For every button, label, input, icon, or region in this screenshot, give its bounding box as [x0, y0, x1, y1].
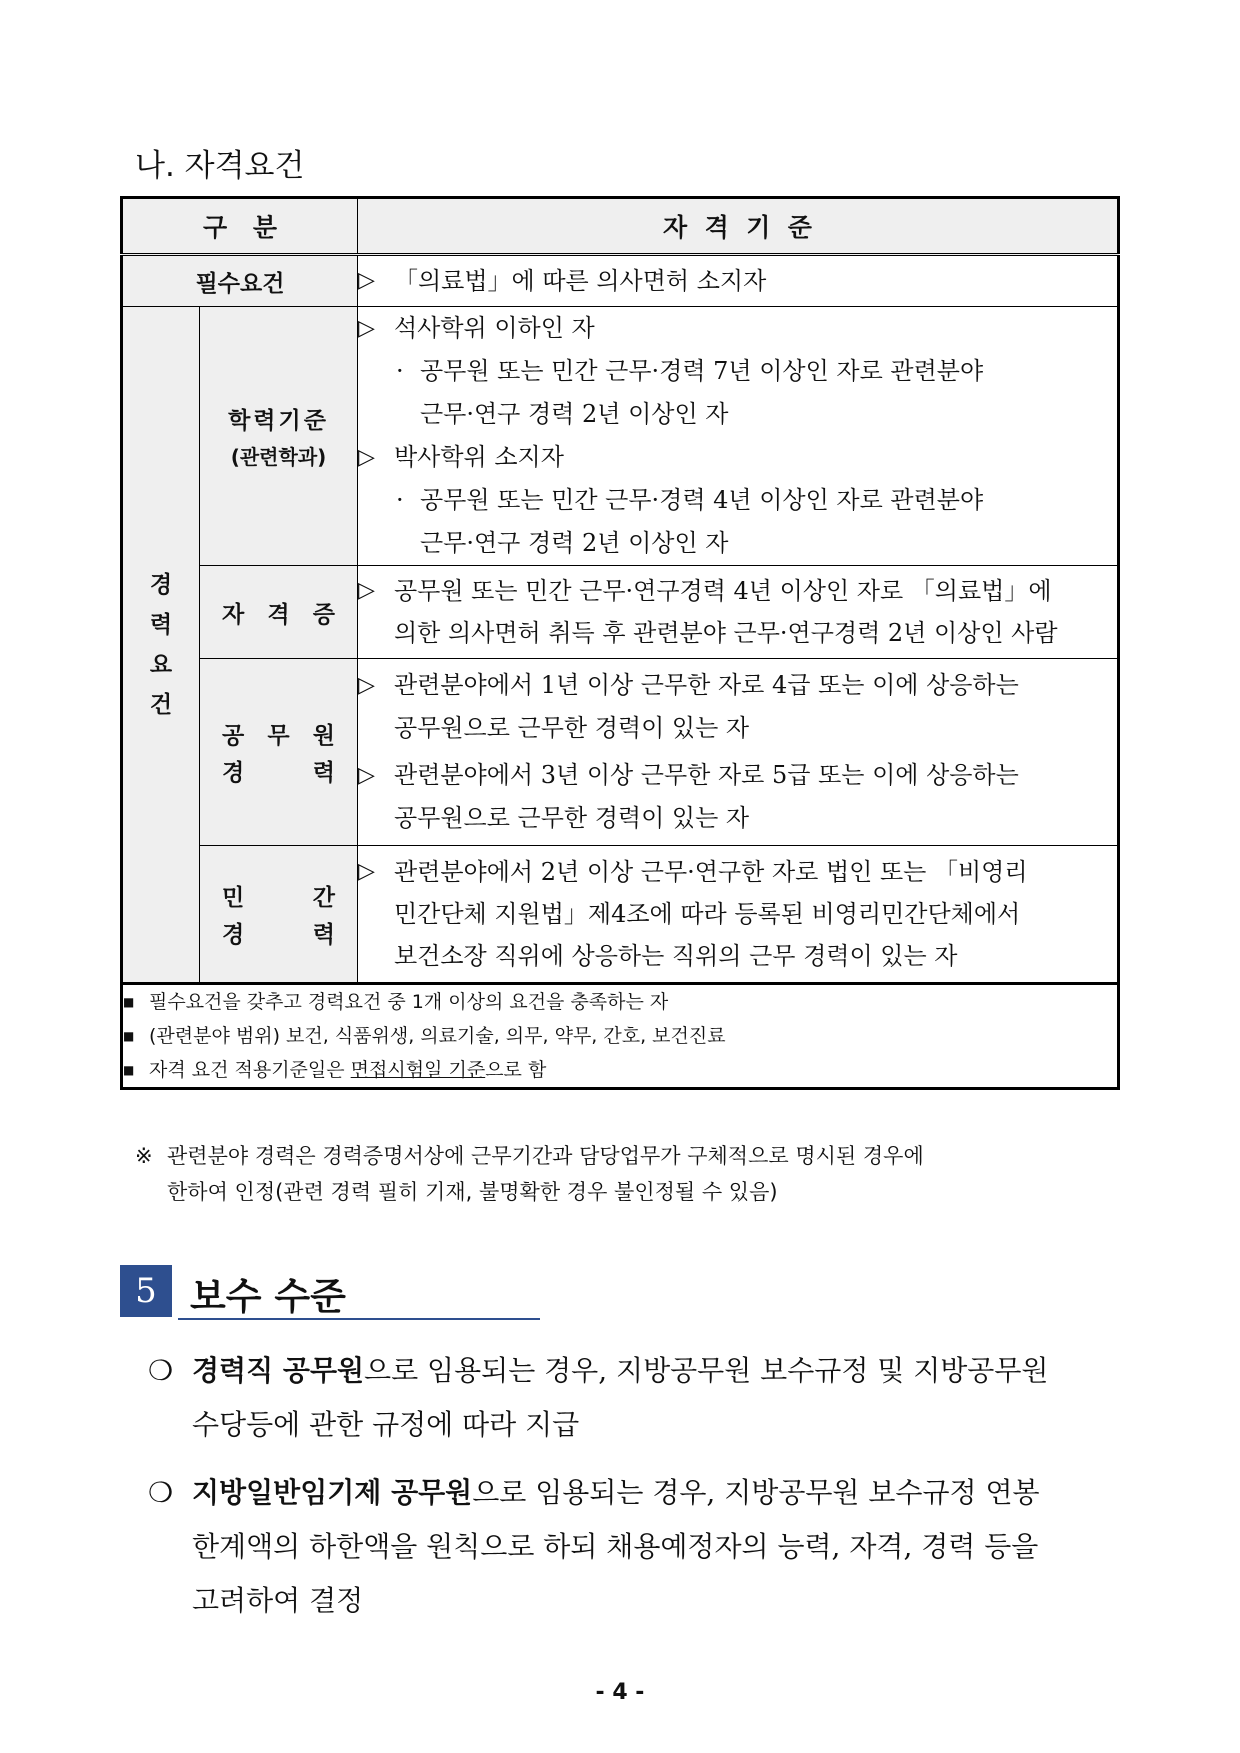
square-bullet-icon: ■ — [123, 995, 135, 1009]
triangle-icon: ▷ — [358, 673, 375, 698]
circle-bullet-icon: ❍ — [148, 1476, 174, 1509]
table-header-row — [122, 198, 1119, 255]
reference-mark-icon: ※ — [135, 1144, 153, 1168]
triangle-icon: ▷ — [358, 763, 375, 788]
section-number-badge: 5 — [120, 1265, 172, 1317]
page-number: - 4 - — [595, 1680, 645, 1705]
section-title: 보수 수준 — [190, 1275, 346, 1318]
circle-bullet-icon: ❍ — [148, 1354, 174, 1387]
triangle-icon: ▷ — [358, 578, 375, 603]
table-row-required — [122, 255, 1119, 307]
notes-cell: ■ 필수요건을 갖추고 경력요건 중 1개 이상의 요건을 충족하는 자 ■ (관련분야 범위) 보건, 식품위생, 의료기술, 의무, 약무, 간호, 보건진료 ■ 자격 요건 적용기준일은 면접시험일 기준으로 함 — [122, 984, 1119, 1089]
table-row-license — [122, 566, 1119, 659]
remark-note: ※ 관련분야 경력은 경력증명서상에 근무기간과 담당업무가 구체적으로 명시된 경우에 한하여 인정(관련 경력 필히 기재, 불명확한 경우 불인정될 수 있음) — [135, 1138, 1125, 1210]
square-bullet-icon: ■ — [123, 1063, 135, 1077]
table-row-notes — [122, 984, 1119, 1089]
triangle-icon: ▷ — [358, 316, 375, 341]
table-row-education — [122, 307, 1119, 566]
public-career-content: ▷ 관련분야에서 1년 이상 근무한 자로 4급 또는 이에 상응하는 공무원으로 근무한 경력이 있는 자 ▷ 관련분야에서 3년 이상 근무한 자로 5급 또는 이에 상응하는 공무원으로 근무한 경력이 있는 자 — [358, 659, 1119, 846]
required-content: ▷ 「의료법」에 따른 의사면허 소지자 — [358, 255, 1119, 307]
private-career-label: 민 간 경 력 — [200, 846, 358, 984]
public-career-label: 공 무 원 경 력 — [200, 659, 358, 846]
education-content: ▷ 석사학위 이하인 자 · 공무원 또는 민간 근무·경력 7년 이상인 자로 관련분야 근무·연구 경력 2년 이상인 자 ▷ 박사학위 소지자 · 공무원 또는 민간 근무·경력 4년 이상인 자로 관련분야 근무·연구 경력 2년 이상인 자 — [358, 307, 1119, 566]
section-subheading: 나. 자격요건 — [135, 148, 305, 184]
square-bullet-icon: ■ — [123, 1029, 135, 1043]
table-row-private-career — [122, 846, 1119, 984]
section-title-underline — [178, 1318, 540, 1320]
education-label: 학력기준 (관련학과) — [200, 307, 358, 566]
license-label: 자 격 증 — [200, 566, 358, 659]
table-row-public-career — [122, 659, 1119, 846]
pay-bullet-career: ❍ 경력직 공무원으로 임용되는 경우, 지방공무원 보수규정 및 지방공무원 수당등에 관한 규정에 따라 지급 — [148, 1344, 1128, 1452]
qualification-table — [120, 196, 1120, 1090]
triangle-icon: ▷ — [358, 445, 375, 470]
triangle-icon: ▷ — [358, 268, 375, 293]
triangle-icon: ▷ — [358, 859, 375, 884]
pay-bullet-fixed-term: ❍ 지방일반임기제 공무원으로 임용되는 경우, 지방공무원 보수규정 연봉 한계액의 하한액을 원칙으로 하되 채용예정자의 능력, 자격, 경력 등을 고려하여 결정 — [148, 1466, 1128, 1628]
header-division: 구 분 — [122, 198, 358, 255]
private-career-content: ▷ 관련분야에서 2년 이상 근무·연구한 자로 법인 또는 「비영리 민간단체 지원법」제4조에 따라 등록된 비영리민간단체에서 보건소장 직위에 상응하는 직위의 근무 경력이 있는 자 — [358, 846, 1119, 984]
license-content: ▷ 공무원 또는 민간 근무·연구경력 4년 이상인 자로 「의료법」에 의한 의사면허 취득 후 관련분야 근무·연구경력 2년 이상인 사람 — [358, 566, 1119, 659]
career-requirement-label: 경 력 요 건 — [122, 307, 200, 984]
required-label: 필수요건 — [122, 255, 358, 307]
header-criteria: 자 격 기 준 — [358, 198, 1119, 255]
